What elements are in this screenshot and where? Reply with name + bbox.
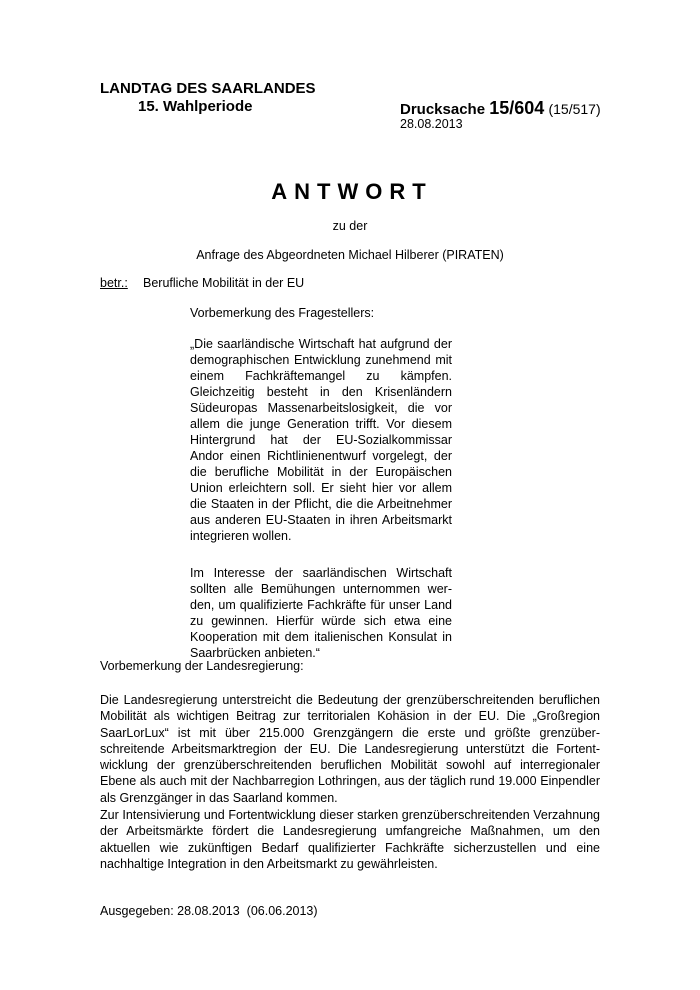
document-number-label: Drucksache	[400, 101, 486, 118]
page-title: ANTWORT	[271, 179, 433, 204]
government-note-paragraph: Zur Intensivierung und Fortentwicklung dieser starken grenzüberschreitenden Verzahnung der Arbeitsmärkte fördert die Landesregierung umfangreiche Maßnahmen, um den aktuellen wie zukünftigen Bedarf qualifizierter Fachkräfte sicherzustellen und eine nachhaltige Integration in den Arbeitsmarkt zu gewährleisten.	[100, 808, 600, 871]
government-note-paragraph: Die Landesregierung unterstreicht die Bedeutung der grenzüberschreitenden beruflichen Mobilität als wichtigen Beitrag zur territorialen Kohäsion in der EU. Die „Großregion SaarLorLux“ ist mit über 215.000 Grenzgängern die erste und größte grenzüberschreitende Arbeitsmarktregion der EU. Die Landesregierung unterstützt die Fortentwicklung der grenzüberschreitenden beruflichen Mobilität sowohl auf interregionaler Ebene als auch mit der Nachbarregion Lothringen, aus der täglich rund 19.000 Einpendler als Grenzgänger in das Saarland kommen.	[100, 693, 600, 805]
institution-name: LANDTAG DES SAARLANDES	[100, 80, 316, 97]
title-subline: zu der	[332, 219, 368, 233]
election-period: 15. Wahlperiode	[138, 98, 253, 115]
questioner-note-paragraph: „Die saarländische Wirtschaft hat aufgrund der demographischen Entwicklung zunehmend mit einem Fachkräftemangel zu kämpfen. Gleichzeitig besteht in den Krisenländern Südeuropas Massenarbeitslosigkeit, die vor allem die junge Generation trifft. Vor diesem Hintergrund hat der EU-Sozialkommissar Andor einen Richtlinienentwurf vorgelegt, der die berufliche Mobilität in der Europäischen Union erleichtern soll. Er sieht hier vor allem die Staaten in der Pflicht, die die Arbeitnehmer aus anderen EU-Staaten in ihren Arbeitsmarkt integrieren wollen.	[190, 337, 452, 543]
subject-label: betr.:	[100, 276, 128, 290]
document-number	[400, 98, 601, 119]
document-reference: (15/517)	[548, 101, 601, 117]
document-date: 28.08.2013	[400, 117, 463, 131]
document-number-value: 15/604	[489, 98, 545, 118]
issued-date: Ausgegeben: 28.08.2013 (06.06.2013)	[100, 904, 318, 918]
subject-line	[100, 276, 305, 290]
questioner-note-paragraph: Im Interesse der saarländischen Wirtschaft sollten alle Bemühungen unternommen werden, um qualifizierte Fachkräfte für unser Land zu gewinnen. Hierfür würde sich etwa eine Kooperation mit dem italienischen Konsulat in Saarbrücken anbieten.“	[190, 566, 452, 660]
government-note-heading: Vorbemerkung der Landesregierung:	[100, 659, 304, 673]
questioner-note-heading: Vorbemerkung des Fragestellers:	[190, 306, 375, 320]
inquiry-line: Anfrage des Abgeordneten Michael Hilberer (PIRATEN)	[196, 248, 504, 262]
subject-text: Berufliche Mobilität in der EU	[143, 276, 305, 290]
